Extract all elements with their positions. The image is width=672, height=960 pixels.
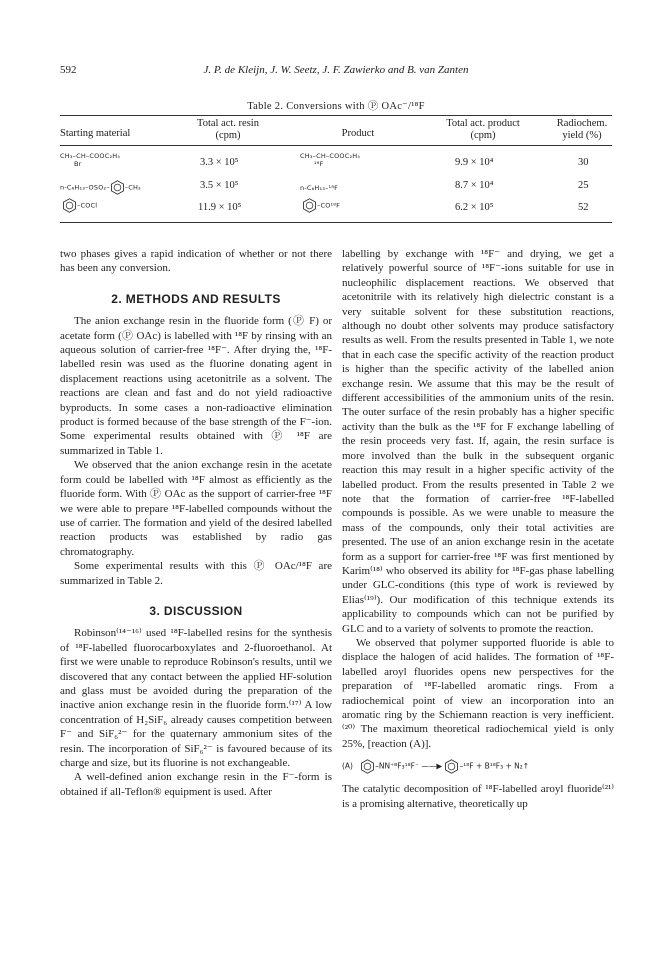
table-row-3-resin: 11.9 × 10⁵ [198, 202, 242, 213]
table-top-rule [60, 115, 612, 116]
paragraph: Robinson⁽¹⁴⁻¹⁶⁾ used ¹⁸F-labelled resins for the synthesis of ¹⁸F-labelled fluorocarboxylates and 2-fluoroethanol. At first we were unable to reproduce Robinson's results, until we discovered that any contact between the applied HF-solution and glass must be avoided during the preparation of the inactive anion exchange resin in the fluoride form.⁽¹⁷⁾ A low concentration of H₂SiF₆ already causes competition between F⁻ and SiF₆²⁻ for the quaternary ammonium sites of the resin. The incorporation of SiF₆²⁻ is favoured because of its charge and size, but its fluorine is not exchangeable. [60, 627, 332, 769]
paragraph: labelling by exchange with ¹⁸F⁻ and drying, we get a relatively powerful source of ¹⁸F⁻-ions suitable for use in nucleophilic displacement reactions. We observed that acetonitrile with its relatively high dielectric constant is a very suitable solvent for these substitution reactions, although no doubt other solvents may produce satisfactory results as well. From the results presented in Table 1, we note that in each case the specific activity of the reaction product is higher than the specific activity of the labelled anion exchange resin. We assume that this may be the result of different accessibilities of the ammonium units of the resin. The outer surface of the resin probably has a higher specific activity than the bulk as the ¹⁸F for F exchange labelling of the resin proceeds very fast. If, again, the resin surface is more involved than the bulk in the subsequent organic reaction this may result in a higher specific activity of the labelled product. From the results presented in Table 2 we note that the formation of carrier-free ¹⁸F-labelled compounds is possible. As we were unable to measure the mass of the compounds, only their total activities are presented. The use of an anion exchange resin in the acetate form as a support for carrier-free ¹⁸F was first mentioned by Karim⁽¹⁸⁾ who observed its ability for ¹⁸F-gas phase labelling under GLC-conditions (this type of work is reviewed by Elias⁽¹⁹⁾). Our modification of this technique extends its applicability to compounds which can not be purified by GLC and to a variety of solvents to promote the reaction. [342, 248, 614, 635]
paragraph: The catalytic decomposition of ¹⁸F-labelled aroyl fluoride⁽²¹⁾ is a promising alternative, theoretically up [342, 783, 614, 810]
section-heading-discussion: 3. DISCUSSION [149, 603, 243, 618]
table-row-3-start: –COCl [62, 198, 97, 213]
header-starting-material: Starting material [60, 128, 131, 139]
header-radiochem-yield: Radiochem. yield (%) [556, 118, 608, 141]
table-header-rule [60, 145, 612, 146]
table-row-2-start: n-C₆H₁₃–OSO₂– –CH₃ [60, 180, 141, 195]
reaction-arrow: ——▶ [421, 761, 443, 771]
paragraph: Some experimental results with this Ⓟ OAc/¹⁸F are summarized in Table 2. [60, 560, 332, 587]
table-row-1-yield: 30 [578, 157, 589, 168]
reaction-equation-a: (A) –NN⁺ᴮF₃¹⁸F⁻ ——▶ –¹⁸F + B¹⁸F₃ + N₂↑ [342, 759, 614, 774]
paragraph: We observed that the anion exchange resin in the acetate form could be labelled with ¹⁸F almost as efficiently as the fluoride form. With Ⓟ OAc as the support of carrier-free ¹⁸F we were able to prepare ¹⁸F-labelled compounds without the use of carrier. The formation and yield of the desired labelled reaction products was established by radio gas chromatography. [60, 459, 332, 558]
table-row-1-product: CH₃–CH–COOC₂H₅ ¹⁸F [300, 152, 361, 168]
benzene-ring-icon [110, 180, 125, 195]
table-caption: Table 2. Conversions with Ⓟ OAc⁻/¹⁸F [247, 101, 425, 112]
table-row-3-product-act: 6.2 × 10⁵ [455, 202, 494, 213]
benzene-ring-icon [62, 198, 77, 213]
table-row-3-product: –CO¹⁸F [302, 198, 340, 213]
table-row-3-yield: 52 [578, 202, 589, 213]
running-title: J. P. de Kleijn, J. W. Seetz, J. F. Zawierko and B. van Zanten [203, 64, 469, 76]
left-column [60, 247, 332, 799]
page-number: 592 [60, 64, 77, 76]
table-row-2-yield: 25 [578, 180, 589, 191]
table-row-1-resin: 3.3 × 10⁵ [200, 157, 239, 168]
paragraph: We observed that polymer supported fluoride is able to displace the halogen of acid halides. The formation of ¹⁸F-labelled aroyl fluorides opens new perspectives for the preparation of ¹⁸F-labelled aromatic rings. From a radiochemical point of view an incorporation into an aromatic ring by the Schiemann reaction is very inefficient.⁽²⁰⁾ The maximum theoretical radiochemical yield is only 25%, [reaction (A)]. [342, 636, 614, 750]
paragraph: The anion exchange resin in the fluoride form (Ⓟ F) or acetate form (Ⓟ OAc) is labelled with ¹⁸F by rinsing with an aqueous solution of carrier-free ¹⁸F⁻. After drying the, ¹⁸F-labelled resin was used as the fluorine donating agent in displacement reactions using acetonitrile as a solvent. The reactions are clean and fast and do not yield radioactive byproducts. In some cases a non-radioactive elimination product is formed because of the base strength of the F⁻-ion. Some experimental results obtained with Ⓟ ¹⁸F are summarized in Table 1. [60, 315, 332, 457]
section-heading-methods: 2. METHODS AND RESULTS [111, 291, 281, 306]
benzene-ring-icon [444, 759, 459, 774]
table-row-2-product: n-C₆H₁₃–¹⁸F [300, 184, 339, 192]
benzene-ring-icon [360, 759, 375, 774]
header-product: Product [341, 128, 375, 139]
table-row-2-resin: 3.5 × 10⁵ [200, 180, 239, 191]
table-row-2-product-act: 8.7 × 10⁴ [455, 180, 494, 191]
paragraph: two phases gives a rapid indication of whether or not there has been any conversion. [60, 248, 332, 275]
table-bottom-rule [60, 222, 612, 223]
paragraph: A well-defined anion exchange resin in the F⁻-form is obtained if all-Teflon® equipment is used. After [60, 771, 332, 798]
right-column [342, 247, 614, 811]
header-total-act-resin: Total act. resin (cpm) [197, 118, 259, 141]
benzene-ring-icon [302, 198, 317, 213]
header-total-act-product: Total act. product (cpm) [446, 118, 520, 141]
table-row-1-product-act: 9.9 × 10⁴ [455, 157, 494, 168]
table-row-1-start: CH₃–CH–COOC₂H₅ Br [60, 152, 121, 168]
